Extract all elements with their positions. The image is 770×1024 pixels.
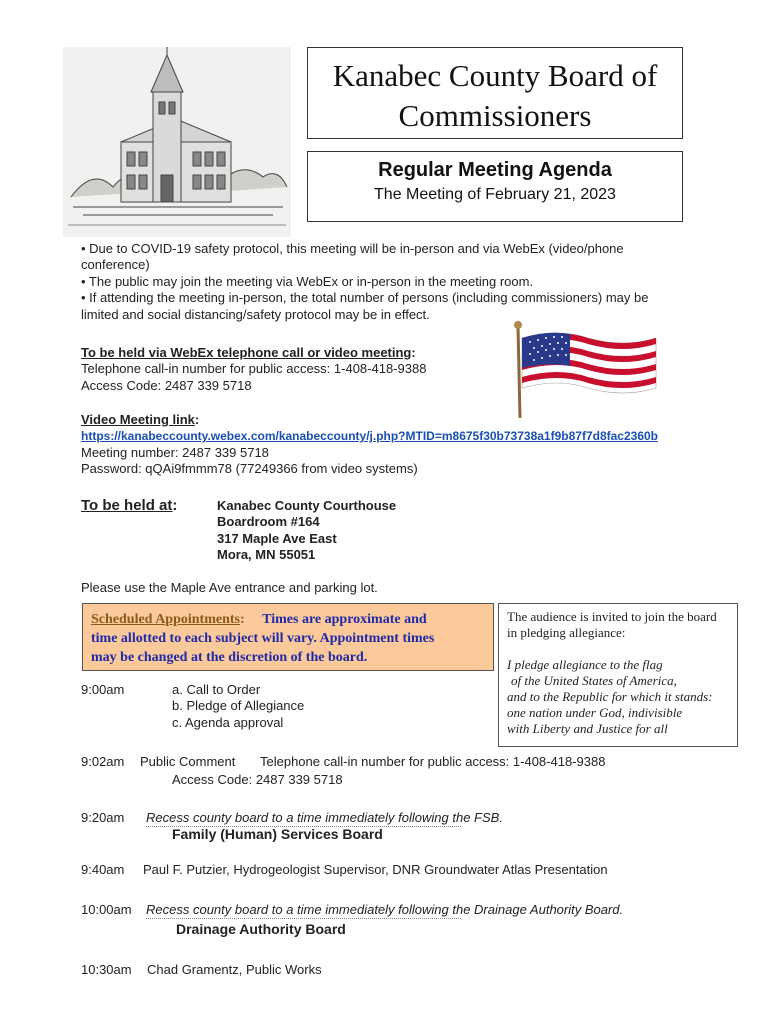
webex-section bbox=[81, 345, 501, 394]
location-label: To be held at: bbox=[81, 497, 178, 514]
address-line: 317 Maple Ave East bbox=[217, 530, 337, 546]
notice-list bbox=[81, 241, 701, 323]
webex-access-code: Access Code: 2487 339 5718 bbox=[81, 377, 252, 393]
us-flag-icon bbox=[508, 320, 660, 420]
webex-heading: To be held via WebEx telephone call or video meeting bbox=[81, 345, 412, 360]
webex-heading-colon: : bbox=[411, 345, 416, 360]
meeting-password: Password: qQAi9fmmm78 (77249366 from video systems) bbox=[81, 461, 418, 477]
pledge-box bbox=[498, 603, 738, 747]
pledge-line: one nation under God, indivisible bbox=[507, 705, 683, 720]
recess-fsb: Recess county board to a time immediately following the FSB. bbox=[146, 810, 461, 827]
agenda-time: 9:20am bbox=[81, 810, 125, 825]
notice-line: • The public may join the meeting via WebEx or in-person in the meeting room. bbox=[81, 273, 534, 289]
appointments-text: may be changed at the discretion of the board. bbox=[91, 650, 368, 665]
agenda-item-putzier: Paul F. Putzier, Hydrogeologist Supervisor, DNR Groundwater Atlas Presentation bbox=[143, 862, 608, 877]
recess-dab: Recess county board to a time immediately following the Drainage Authority Board. bbox=[146, 902, 461, 919]
webex-phone: Telephone call-in number for public access: 1-408-418-9388 bbox=[81, 361, 427, 377]
title-box bbox=[307, 47, 683, 139]
address-line: Kanabec County Courthouse bbox=[217, 498, 397, 513]
agenda-item: a. Call to Order bbox=[172, 682, 261, 697]
notice-line: limited and social distancing/safety protocol may be in effect. bbox=[81, 306, 430, 322]
meeting-date: The Meeting of February 21, 2023 bbox=[374, 186, 616, 203]
agenda-subitems bbox=[172, 682, 304, 731]
notice-line: • If attending the meeting in-person, the total number of persons (including commissioners) may be bbox=[81, 290, 649, 306]
appointments-heading: Scheduled Appointments bbox=[91, 612, 240, 627]
public-comment-phone: Telephone call-in number for public access: 1-408-418-9388 bbox=[260, 754, 606, 769]
notice-line: conference) bbox=[81, 257, 150, 273]
pledge-intro: in pledging allegiance: bbox=[507, 625, 626, 640]
video-section bbox=[81, 412, 761, 478]
public-comment-access: Access Code: 2487 339 5718 bbox=[172, 772, 343, 787]
agenda-time: 10:30am bbox=[81, 962, 132, 977]
video-meeting-link[interactable]: https://kanabeccounty.webex.com/kanabeccounty/j.php?MTID=m8675f30b73738a1f9b87f7d8fac2360b bbox=[81, 429, 658, 444]
notice-line: • Due to COVID-19 safety protocol, this meeting will be in-person and via WebEx (video/phone bbox=[81, 241, 624, 256]
agenda-time: 9:02am bbox=[81, 754, 125, 769]
agenda-time: 9:40am bbox=[81, 862, 125, 877]
pledge-line: I pledge allegiance to the flag bbox=[507, 657, 663, 672]
title-line-1: Kanabec County Board of bbox=[332, 58, 658, 93]
video-heading: Video Meeting link bbox=[81, 412, 195, 427]
fsb-heading: Family (Human) Services Board bbox=[172, 826, 383, 842]
entrance-note: Please use the Maple Ave entrance and parking lot. bbox=[81, 580, 378, 595]
appointments-text: Times are approximate and bbox=[262, 612, 427, 627]
agenda-title: Regular Meeting Agenda bbox=[378, 159, 612, 181]
agenda-item-gramentz: Chad Gramentz, Public Works bbox=[147, 962, 322, 977]
agenda-item: b. Pledge of Allegiance bbox=[172, 698, 305, 714]
pledge-intro: The audience is invited to join the board bbox=[507, 609, 717, 624]
location-address bbox=[217, 498, 396, 564]
agenda-time: 9:00am bbox=[81, 682, 125, 697]
appointments-text: time allotted to each subject will vary. Appointment times bbox=[91, 631, 435, 646]
agenda-time: 10:00am bbox=[81, 902, 132, 917]
agenda-item: c. Agenda approval bbox=[172, 714, 284, 730]
scheduled-appointments-box: Scheduled Appointments: Times are approximate and time allotted to each subject will vary. Appointment times may be changed at the discretion of the board. bbox=[82, 603, 494, 671]
pledge-line: and to the Republic for which it stands: bbox=[507, 689, 713, 704]
pledge-line: of the United States of America, bbox=[511, 673, 677, 688]
address-line: Mora, MN 55051 bbox=[217, 547, 316, 563]
courthouse-image bbox=[63, 47, 291, 237]
video-heading-colon: : bbox=[194, 412, 200, 427]
pledge-line: with Liberty and Justice for all bbox=[507, 721, 668, 736]
title-line-2: Commissioners bbox=[398, 98, 592, 133]
agenda-item-public-comment: Public Comment bbox=[140, 754, 236, 769]
dab-heading: Drainage Authority Board bbox=[176, 921, 346, 937]
agenda-header-box bbox=[307, 151, 683, 222]
address-line: Boardroom #164 bbox=[217, 514, 320, 530]
meeting-number: Meeting number: 2487 339 5718 bbox=[81, 444, 269, 460]
